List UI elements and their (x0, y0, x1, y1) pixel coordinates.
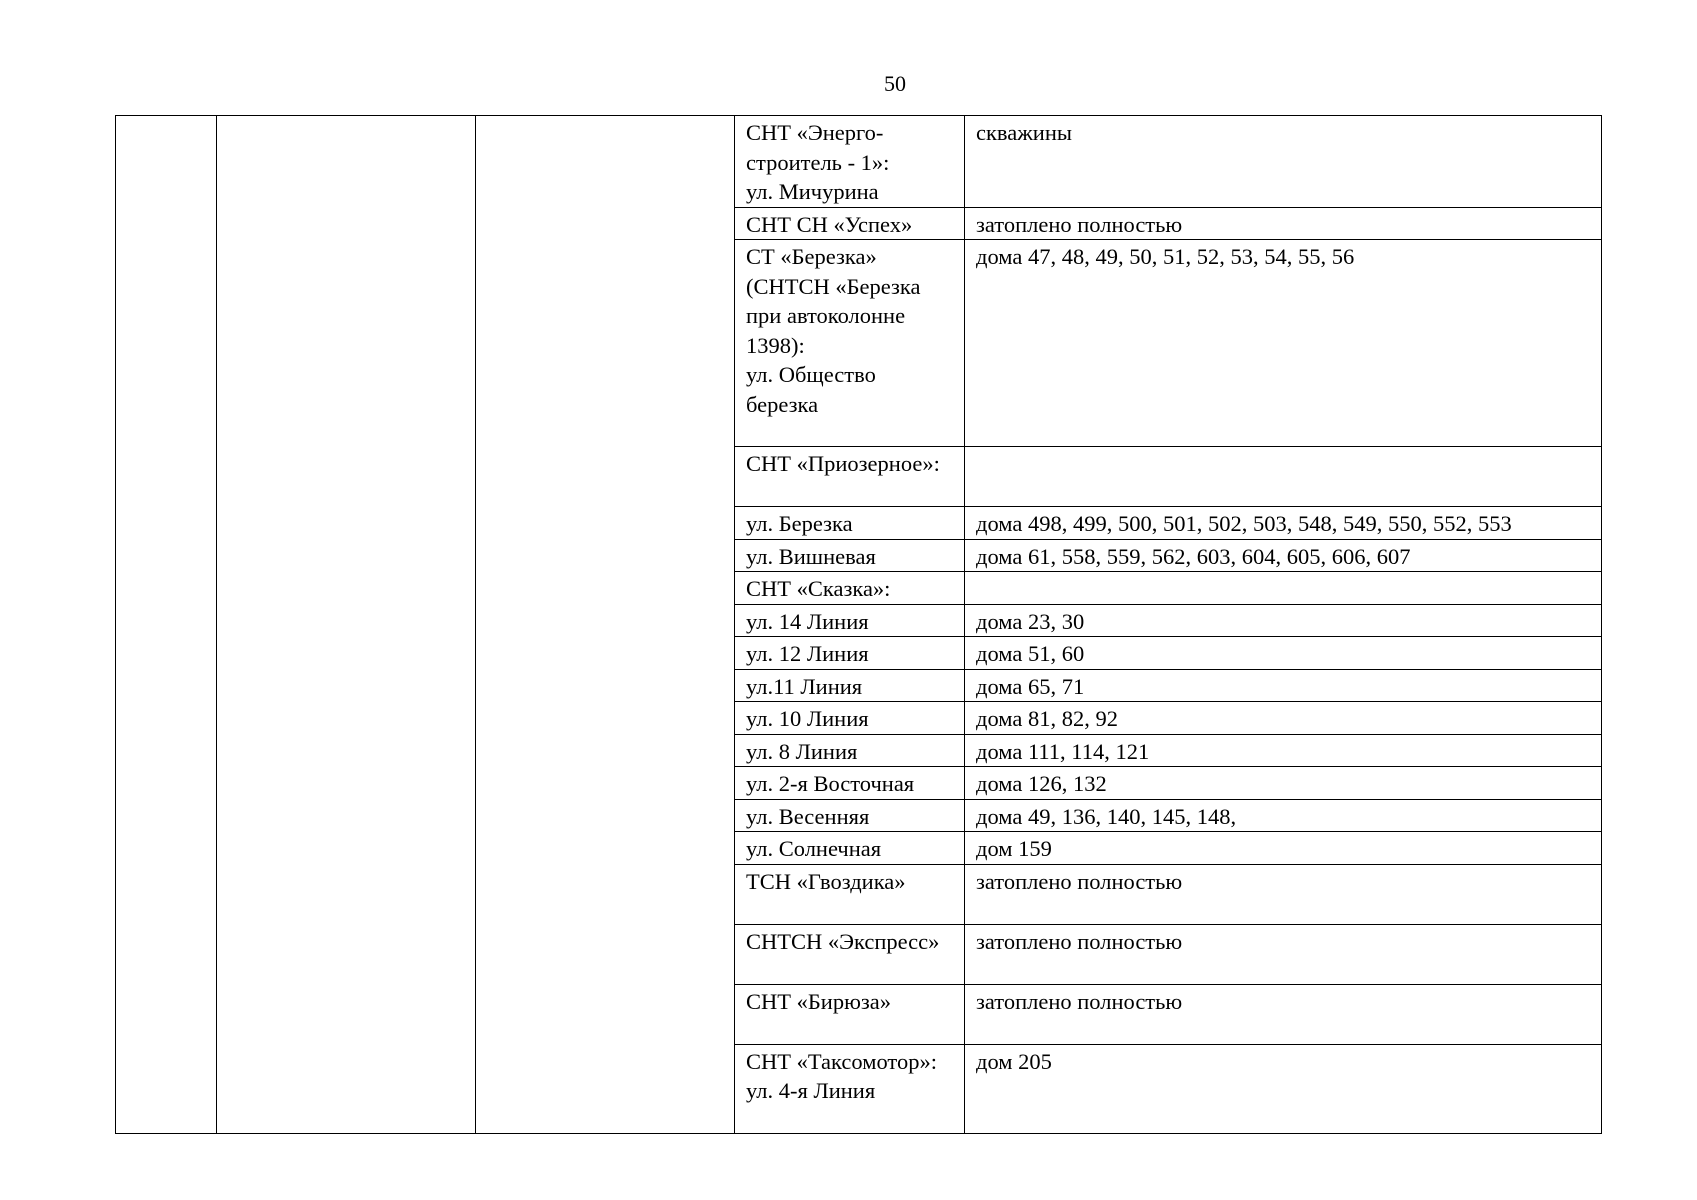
location-cell: СНТСН «Экспресс» (735, 924, 965, 984)
location-cell: ул. 10 Линия (735, 702, 965, 735)
page-number: 50 (884, 71, 906, 96)
data-table (115, 115, 1602, 1134)
empty-column-2 (217, 116, 476, 1134)
status-cell: затоплено полностью (965, 924, 1602, 984)
status-cell: дом 159 (965, 832, 1602, 865)
status-cell: дома 61, 558, 559, 562, 603, 604, 605, 606, 607 (965, 539, 1602, 572)
location-cell: ул. 12 Линия (735, 637, 965, 670)
location-cell: СНТ «Приозерное»: (735, 447, 965, 507)
location-cell: ул. Березка (735, 507, 965, 540)
status-cell: дома 498, 499, 500, 501, 502, 503, 548, 549, 550, 552, 553 (965, 507, 1602, 540)
status-cell: дома 65, 71 (965, 669, 1602, 702)
location-cell: ул. Вишневая (735, 539, 965, 572)
status-cell: дома 126, 132 (965, 767, 1602, 800)
status-cell (965, 447, 1602, 507)
location-cell: ТСН «Гвоздика» (735, 864, 965, 924)
status-cell: скважины (965, 116, 1602, 208)
status-cell: дома 23, 30 (965, 604, 1602, 637)
status-cell: дома 51, 60 (965, 637, 1602, 670)
location-cell: ул. 8 Линия (735, 734, 965, 767)
location-cell: ул. Весенняя (735, 799, 965, 832)
location-cell: ул. Солнечная (735, 832, 965, 865)
location-cell: СНТ «Бирюза» (735, 984, 965, 1044)
location-cell: СНТ «Таксомотор»: ул. 4-я Линия (735, 1044, 965, 1133)
table-row (116, 116, 1602, 208)
status-cell: затоплено полностью (965, 207, 1602, 240)
status-cell: дома 81, 82, 92 (965, 702, 1602, 735)
location-cell: СНТ «Сказка»: (735, 572, 965, 605)
table-body (116, 116, 1602, 1134)
location-cell: ул.11 Линия (735, 669, 965, 702)
status-cell: дома 47, 48, 49, 50, 51, 52, 53, 54, 55, 56 (965, 240, 1602, 447)
status-cell: дома 111, 114, 121 (965, 734, 1602, 767)
status-cell: дом 205 (965, 1044, 1602, 1133)
location-cell: ул. 2-я Восточная (735, 767, 965, 800)
location-cell: СТ «Березка» (СНТСН «Березка при автоколонне 1398): ул. Общество березка (735, 240, 965, 447)
location-cell: СНТ СН «Успех» (735, 207, 965, 240)
location-cell: СНТ «Энерго- строитель - 1»: ул. Мичурина (735, 116, 965, 208)
empty-column-3 (476, 116, 735, 1134)
status-cell: дома 49, 136, 140, 145, 148, (965, 799, 1602, 832)
status-cell: затоплено полностью (965, 984, 1602, 1044)
status-cell: затоплено полностью (965, 864, 1602, 924)
status-cell (965, 572, 1602, 605)
empty-column-1 (116, 116, 217, 1134)
location-cell: ул. 14 Линия (735, 604, 965, 637)
